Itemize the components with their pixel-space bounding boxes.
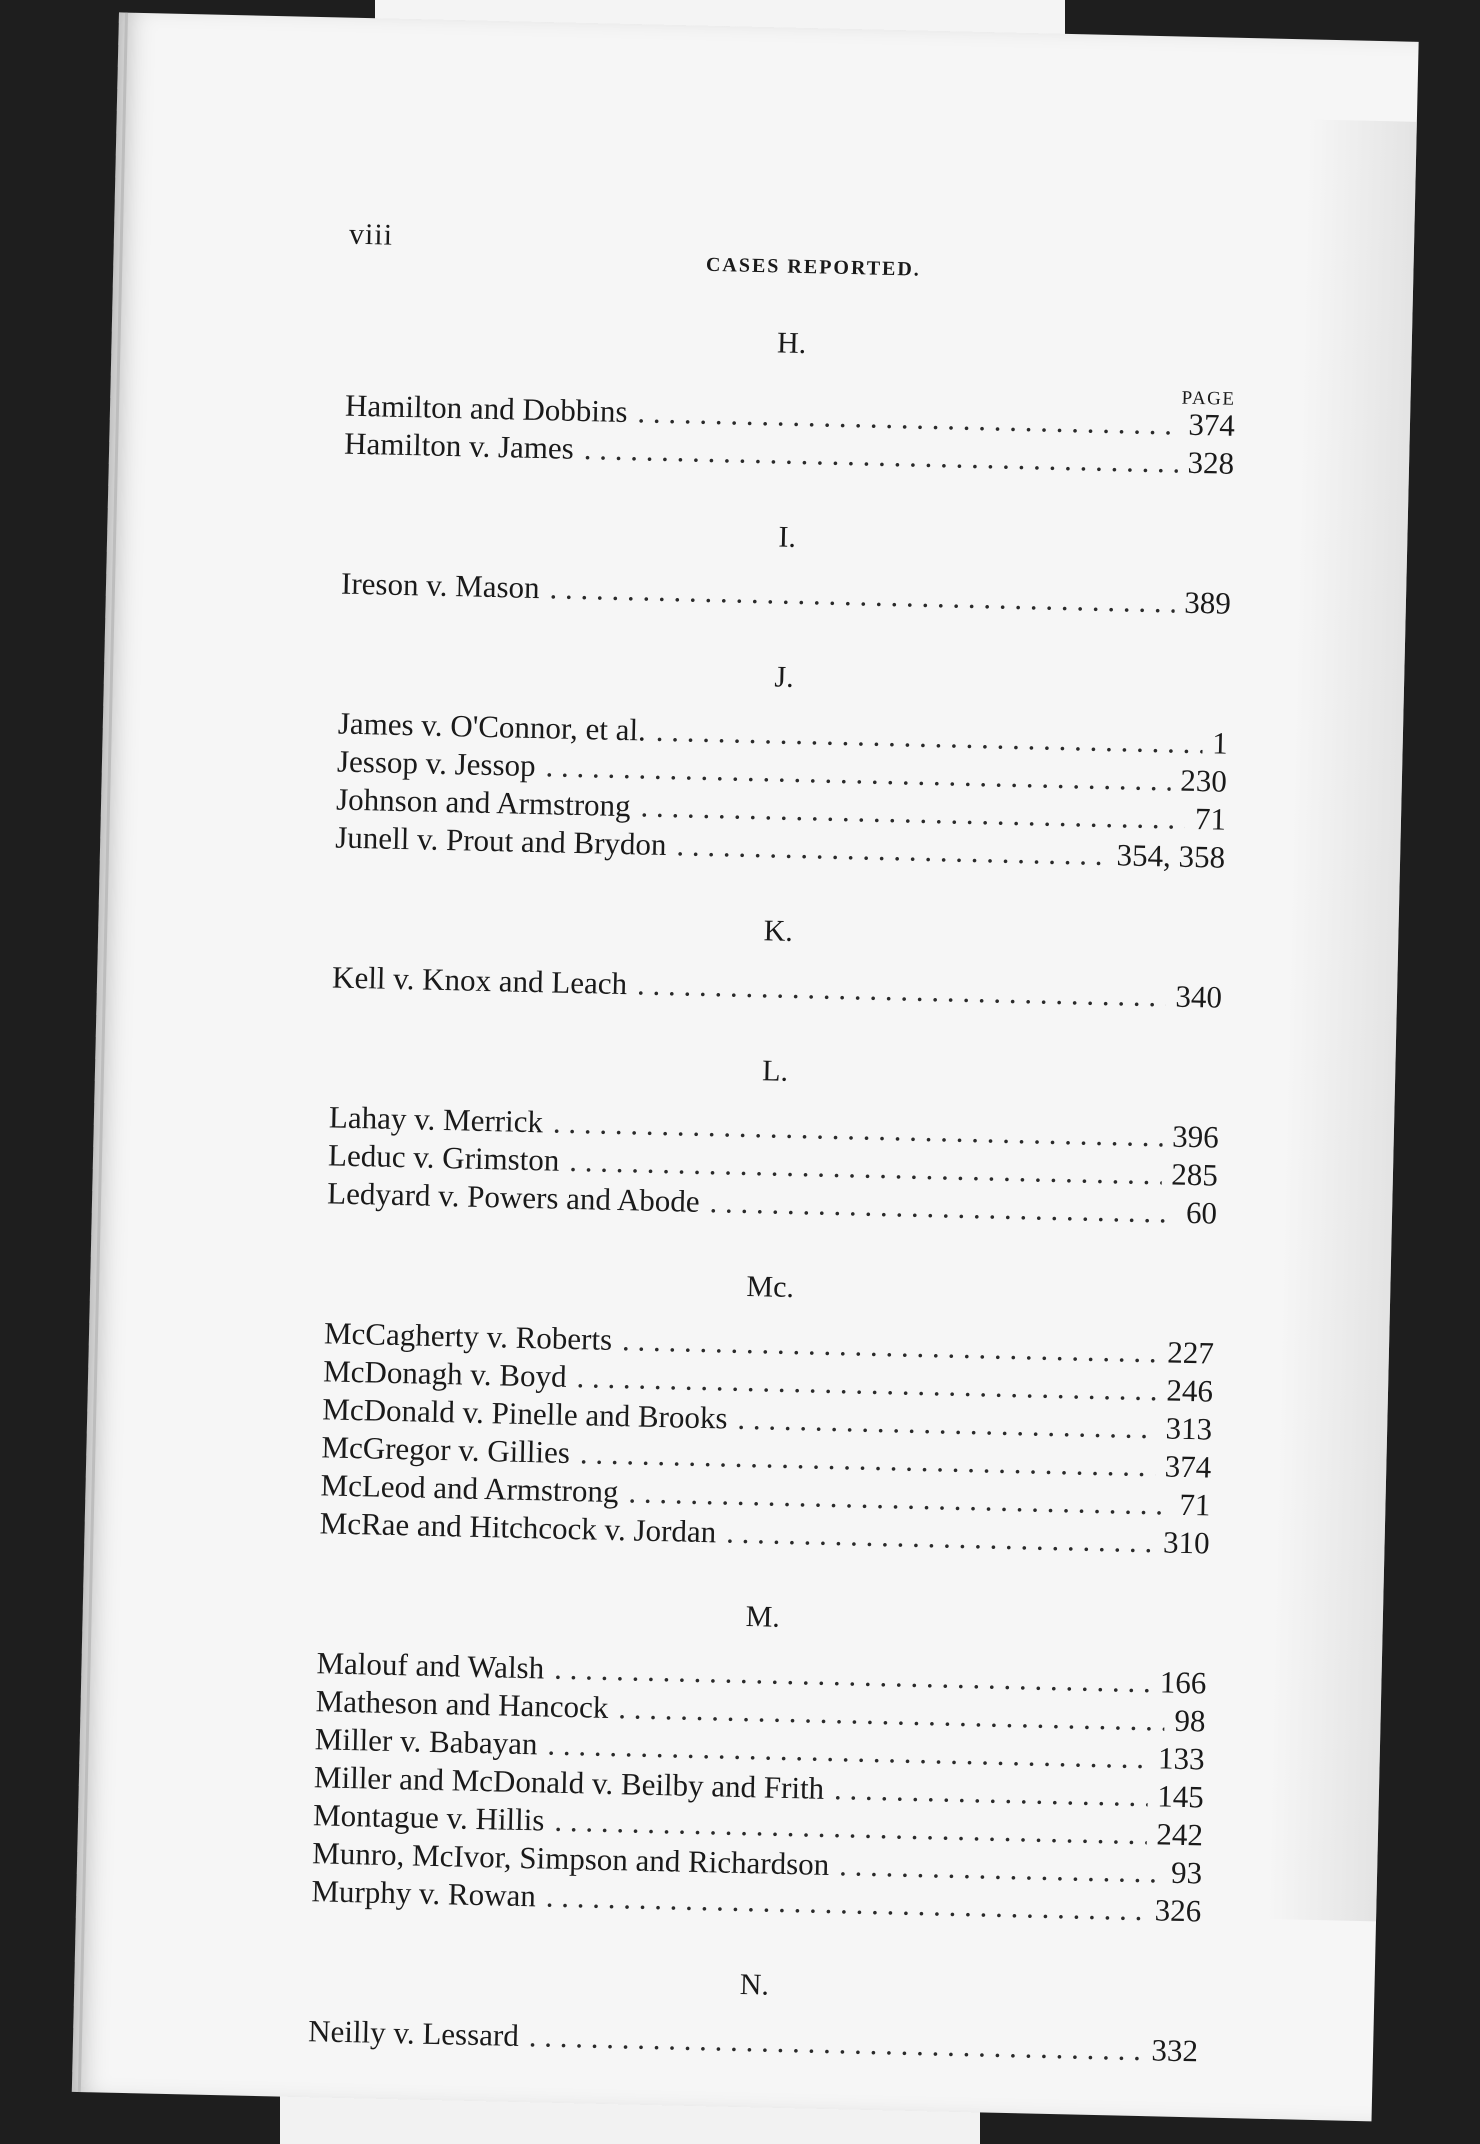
case-page-number: 354, 358 <box>1116 837 1226 875</box>
case-name: McGregor v. Gillies <box>321 1429 571 1470</box>
section-letter: N. <box>739 1967 770 2002</box>
dot-leader <box>637 965 1166 1015</box>
case-page-number: 242 <box>1156 1816 1204 1853</box>
case-page-number: 310 <box>1162 1524 1210 1561</box>
case-name: Miller and McDonald v. Beilby and Frith <box>313 1759 825 1806</box>
case-name: Ireson v. Mason <box>340 565 541 606</box>
case-name: Jessop v. Jessop <box>336 743 537 784</box>
case-name: Miller v. Babayan <box>314 1721 538 1762</box>
case-index <box>308 317 1237 2071</box>
section-letter: M. <box>745 1600 781 1634</box>
case-name: Lahay v. Merrick <box>328 1099 544 1140</box>
case-name: McLeod and Armstrong <box>320 1467 619 1510</box>
case-name: Malouf and Walsh <box>316 1645 545 1686</box>
section-letter: L. <box>761 1054 789 1088</box>
case-page-number: 374 <box>1188 406 1236 443</box>
case-page-number: 313 <box>1165 1410 1213 1447</box>
case-name: McCagherty v. Roberts <box>323 1315 613 1357</box>
case-name: Matheson and Hancock <box>315 1683 609 1725</box>
case-page-number: 396 <box>1171 1118 1220 1155</box>
page-column-label: PAGE <box>1181 387 1236 410</box>
section-letter: K. <box>763 914 794 948</box>
dot-leader <box>549 569 1175 621</box>
case-page-number: 230 <box>1179 762 1228 799</box>
case-name: Hamilton v. James <box>343 425 575 466</box>
case-page-number: 60 <box>1185 1194 1218 1231</box>
running-head: CASES REPORTED. <box>705 253 922 281</box>
case-name: Neilly v. Lessard <box>307 2013 520 2053</box>
case-page-number: 1 <box>1211 725 1229 761</box>
case-entry <box>308 2012 1199 2070</box>
case-page-number: 285 <box>1171 1156 1219 1193</box>
case-page-number: 227 <box>1166 1334 1215 1371</box>
case-name: Junell v. Prout and Brydon <box>334 819 667 863</box>
case-page-number: 332 <box>1151 2032 1199 2069</box>
case-page-number: 71 <box>1179 1486 1211 1523</box>
case-name: Hamilton and Dobbins <box>344 387 628 430</box>
case-page-number: 93 <box>1170 1854 1203 1891</box>
case-page-number: 328 <box>1187 444 1235 481</box>
case-page-number: 166 <box>1159 1664 1207 1701</box>
case-name: McDonald v. Pinelle and Brooks <box>321 1391 728 1436</box>
case-name: Johnson and Armstrong <box>335 781 632 824</box>
case-page-number: 71 <box>1194 801 1227 837</box>
page-folio: viii <box>348 217 394 252</box>
section-letter: J. <box>774 660 795 694</box>
section-letter: Mc. <box>746 1269 795 1305</box>
case-page-number: 340 <box>1175 978 1223 1015</box>
dot-leader <box>528 2017 1142 2069</box>
case-name: Leduc v. Grimston <box>327 1137 560 1178</box>
case-name: Kell v. Knox and Leach <box>331 959 628 1002</box>
case-page-number: 98 <box>1174 1702 1206 1739</box>
case-name: Montague v. Hillis <box>312 1797 545 1838</box>
case-page-number: 389 <box>1183 584 1232 621</box>
case-page-number: 326 <box>1154 1892 1202 1929</box>
case-entry <box>332 958 1223 1016</box>
case-name: McRae and Hitchcock v. Jordan <box>319 1505 717 1550</box>
case-page-number: 374 <box>1164 1448 1212 1485</box>
case-name: James v. O'Connor, et al. <box>337 705 647 748</box>
case-page-number: 246 <box>1166 1372 1214 1409</box>
case-page-number: 133 <box>1157 1740 1206 1777</box>
page-content <box>308 218 1239 2071</box>
case-name: Murphy v. Rowan <box>311 1873 537 1914</box>
case-name: Munro, McIvor, Simpson and Richardson <box>311 1835 830 1882</box>
book-page <box>72 12 1419 2121</box>
case-name: McDonagh v. Boyd <box>322 1353 567 1394</box>
case-name: Ledyard v. Powers and Abode <box>326 1175 701 1219</box>
case-page-number: 145 <box>1156 1778 1205 1815</box>
case-entry <box>341 565 1232 623</box>
section-letter: I. <box>778 520 797 554</box>
section-letter: H. <box>776 326 807 361</box>
